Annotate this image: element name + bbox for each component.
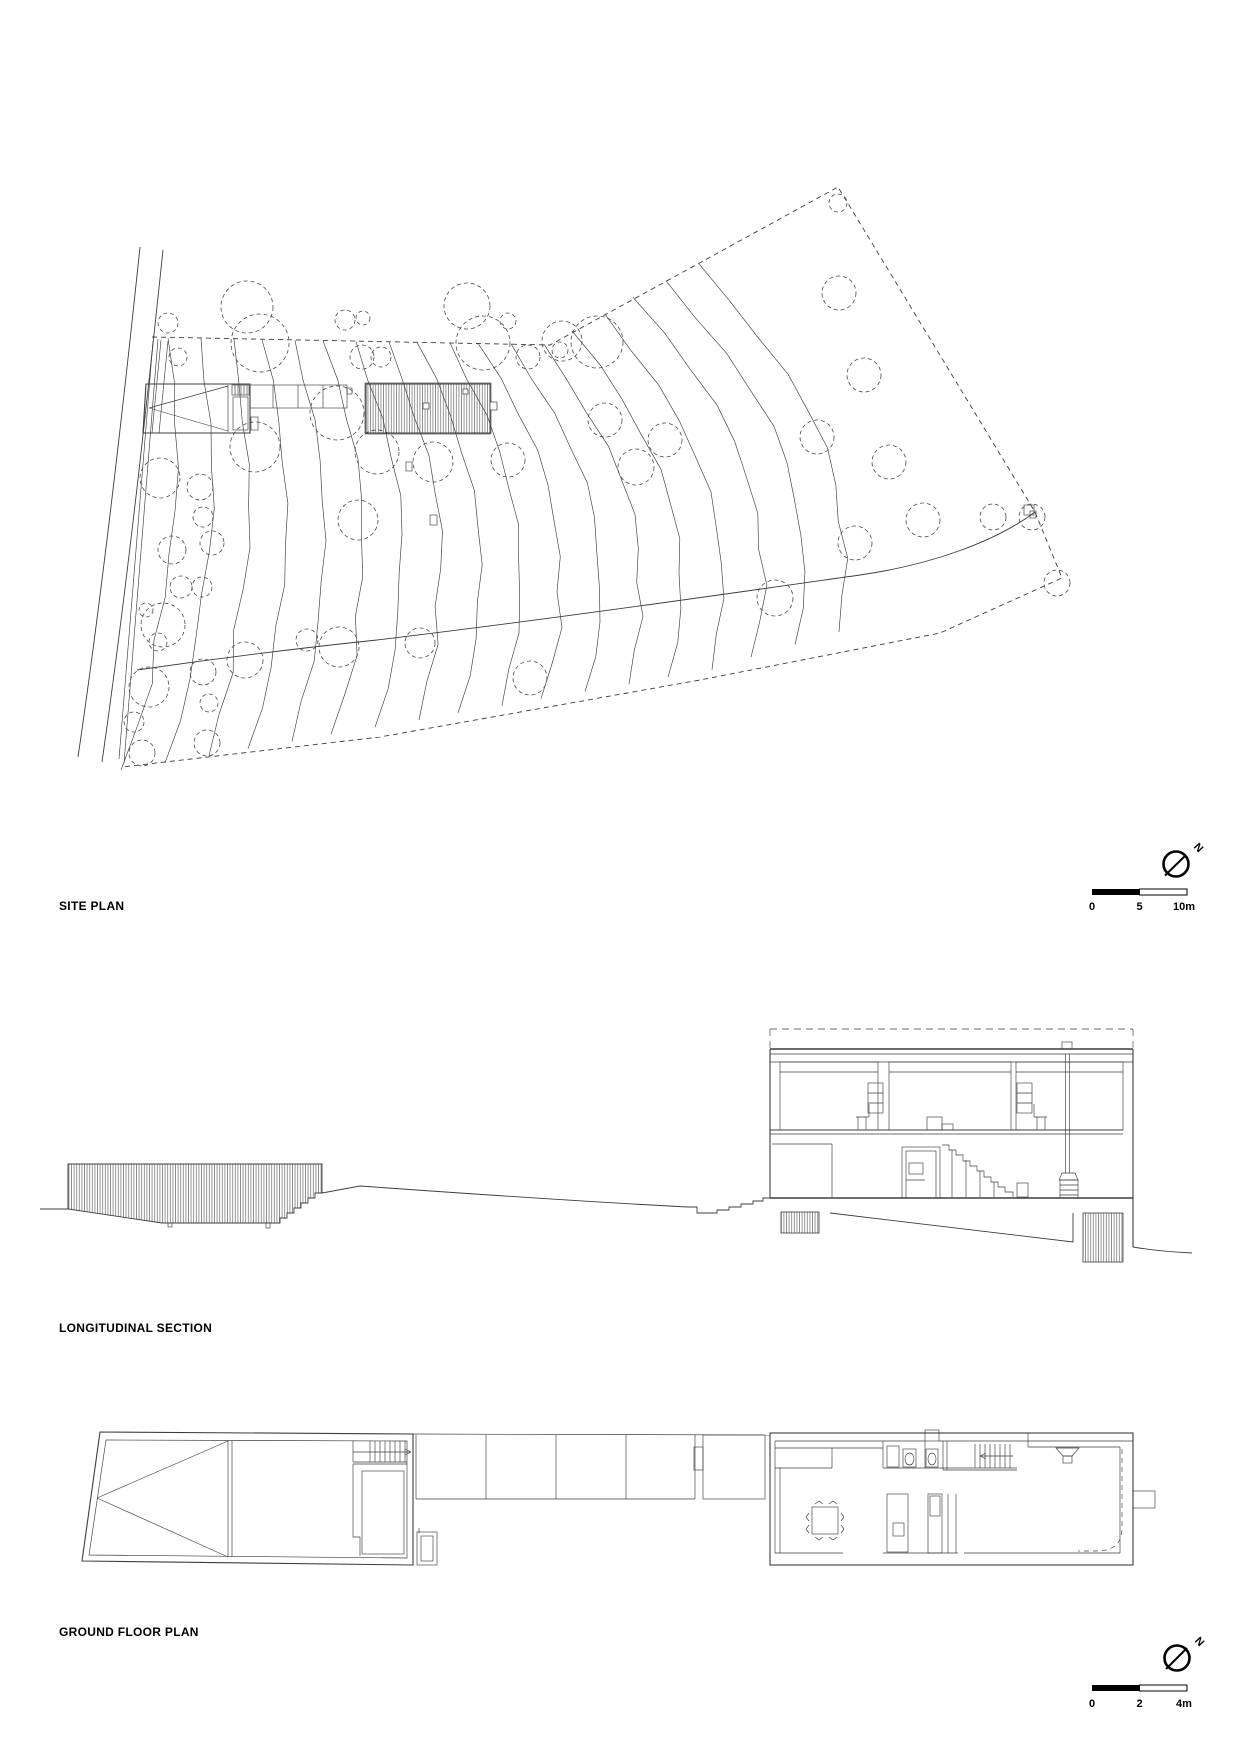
annex-plan <box>82 1432 437 1565</box>
north-letter: N <box>1191 840 1206 855</box>
tree-canopy <box>193 507 213 527</box>
tree-canopy <box>906 503 940 537</box>
contour-lines <box>121 264 848 770</box>
tree-canopy <box>500 313 516 329</box>
buildings-site-plan <box>143 383 497 525</box>
house-plan <box>770 1430 1155 1565</box>
terrace-wall <box>137 505 1036 670</box>
tree-canopy <box>190 659 216 685</box>
site-marker <box>430 515 437 525</box>
tree-canopy <box>356 311 370 325</box>
kitchen-island-plan <box>887 1494 908 1552</box>
tree-canopy <box>141 603 185 647</box>
house-stair-plan <box>943 1441 1017 1470</box>
tree-canopy <box>588 403 622 437</box>
tree-canopy <box>221 281 273 333</box>
tree-canopy <box>542 321 582 361</box>
retaining-wall-right <box>1083 1213 1123 1262</box>
contour-line <box>572 331 681 677</box>
kitchen-counter <box>775 1448 883 1468</box>
tree-canopy <box>513 661 547 695</box>
tree-canopy <box>516 345 540 369</box>
site-boundary <box>119 187 1062 767</box>
tall-cabinet-plan <box>928 1494 956 1553</box>
tree-canopy <box>129 740 155 766</box>
house-roof-site <box>365 383 497 434</box>
tree-canopy <box>456 316 510 370</box>
tree-canopy <box>187 474 213 500</box>
tree-canopy <box>872 445 906 479</box>
scale-bar-floor <box>1089 1685 1192 1710</box>
tree-canopy <box>1044 570 1070 596</box>
scale-tick: 0 <box>1088 901 1096 913</box>
flue-cap <box>1062 1042 1072 1049</box>
retaining-wall-left <box>781 1212 819 1233</box>
tree-canopy <box>847 358 881 392</box>
tree-canopies <box>124 194 1070 766</box>
tree-canopy <box>335 310 355 330</box>
stair-section <box>942 1145 1028 1197</box>
tree-canopy <box>129 667 169 707</box>
tree-canopy <box>552 342 568 358</box>
contour-line <box>248 340 288 749</box>
north-letter: N <box>1192 1634 1207 1649</box>
contour-line <box>699 264 848 632</box>
annex-stair-plan <box>353 1441 411 1462</box>
scale-tick: 4m <box>1176 1698 1192 1710</box>
tree-canopy <box>310 386 364 440</box>
annex-room-plan <box>353 1464 407 1556</box>
tree-canopy <box>319 627 359 667</box>
upper-floor-rooms <box>780 1062 1123 1130</box>
tree-canopy <box>200 531 224 555</box>
tree-canopy <box>200 694 218 712</box>
scale-tick: 10m <box>1172 901 1196 913</box>
north-arrow-site <box>1164 841 1206 877</box>
tree-canopy <box>838 526 872 560</box>
outbuilding-plan <box>417 1528 437 1565</box>
tree-canopy <box>149 633 167 651</box>
longitudinal-section-label: LONGITUDINAL SECTION <box>59 1321 213 1335</box>
contour-line <box>605 314 724 670</box>
ground-floor-plan-label: GROUND FLOOR PLAN <box>59 1625 199 1639</box>
house-section <box>770 1029 1133 1262</box>
tree-canopy <box>491 443 525 477</box>
contour-line <box>323 341 363 735</box>
road <box>78 247 163 762</box>
site-marker <box>406 462 412 471</box>
stove-plan <box>1056 1448 1079 1463</box>
scale-tick: 2 <box>1136 1698 1143 1710</box>
tree-canopy <box>444 283 490 329</box>
scale-tick: 5 <box>1136 901 1143 913</box>
site-plan-drawing <box>78 187 1070 770</box>
timber-screen-elevation <box>68 1164 322 1228</box>
contour-line <box>121 338 179 770</box>
site-plan-label: SITE PLAN <box>59 899 125 913</box>
contour-line <box>511 344 600 692</box>
north-arrow-floor <box>1165 1635 1207 1671</box>
ground-floor-plan-drawing <box>82 1430 1155 1565</box>
tree-canopy <box>350 345 374 369</box>
foundation-slope <box>830 1213 1073 1242</box>
longitudinal-section-drawing <box>40 1029 1192 1262</box>
garage-annex-site <box>143 384 258 433</box>
contour-line <box>209 339 250 755</box>
tree-canopy <box>355 430 399 474</box>
tree-canopy <box>413 442 453 482</box>
dining-table-plan <box>806 1501 844 1540</box>
walkway-plan <box>413 1434 770 1499</box>
tree-canopy <box>192 577 212 597</box>
contour-line <box>292 340 326 741</box>
tree-canopy <box>230 422 280 472</box>
tree-canopy <box>405 628 435 658</box>
contour-line <box>633 297 767 657</box>
tree-canopy <box>648 423 682 457</box>
contour-line <box>478 343 562 698</box>
tree-canopy <box>822 276 856 310</box>
garage-triangle-mark <box>97 1441 228 1557</box>
contour-line <box>165 339 214 763</box>
tree-canopy <box>338 500 378 540</box>
tree-canopy <box>618 449 654 485</box>
tree-canopy <box>980 504 1006 530</box>
tree-canopy <box>158 536 186 564</box>
wood-stove <box>1059 1054 1078 1198</box>
tree-canopy <box>169 348 187 366</box>
tree-canopy <box>571 316 623 368</box>
tree-canopy <box>829 194 847 212</box>
scale-tick: 0 <box>1088 1698 1096 1710</box>
sliding-door-dashed <box>1078 1449 1122 1551</box>
tree-canopy <box>170 576 192 598</box>
upper-floor-furniture <box>856 1083 1047 1130</box>
scale-bar-site <box>1089 889 1195 913</box>
tree-canopy <box>194 730 220 756</box>
contour-line <box>666 281 805 645</box>
tree-canopy <box>757 580 793 616</box>
tree-canopy <box>800 420 834 454</box>
walkway-site <box>250 385 352 408</box>
lower-floor-door <box>902 1147 940 1198</box>
porch-plan <box>703 1435 765 1499</box>
tree-canopy <box>139 603 153 617</box>
exterior-step <box>1133 1491 1155 1508</box>
tree-canopy <box>158 313 178 333</box>
roof-outline-dashed <box>770 1029 1133 1049</box>
bathroom-plan <box>883 1441 1017 1468</box>
entry-nib <box>925 1430 939 1441</box>
tree-canopy <box>227 642 263 678</box>
tree-canopy <box>231 314 289 372</box>
